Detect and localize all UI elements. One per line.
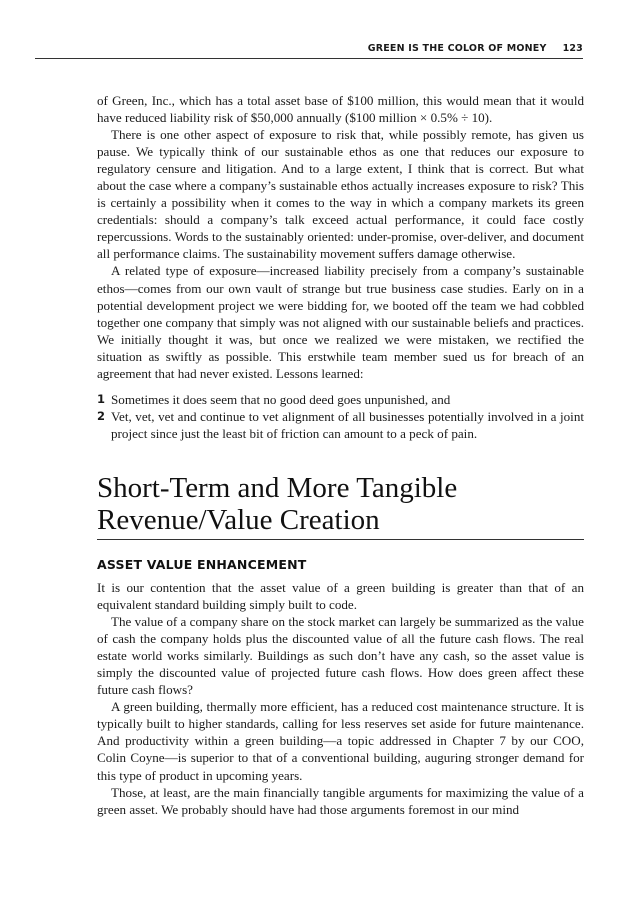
paragraph-share-value: The value of a company share on the stock market can largely be summarized as the value of cash the company holds plus the discounted value of all the future cash flows. The real estate world works similarly. Buildings as such don’t have any cash, so the asset value is simply the discounted value of projected future cash flows. How does green affect these future cash flows? (97, 614, 584, 698)
section-heading (97, 472, 584, 540)
list-item-text: Vet, vet, vet and continue to vet alignment of all businesses potentially involved in a joint project since just the least bit of friction can amount to a peck of pain. (111, 408, 584, 441)
list-item-number: 2 (97, 408, 106, 423)
running-header (35, 40, 583, 59)
paragraph-green-building: A green building, thermally more efficient, has a reduced cost maintenance structure. It is typically built to higher standards, calling for less reserves set aside for future maintenance. And productivity within a green building—a topic addressed in Chapter 7 by our COO, Colin Coyne—is superior to that of a conventional building, auguring stronger demand for this type of product in upcoming years. (97, 699, 584, 783)
section-heading-line1: Short-Term and More Tangible (97, 471, 458, 504)
page-body (97, 92, 584, 818)
paragraph-arguments: Those, at least, are the main financially tangible arguments for maximizing the value of a green asset. We probably should have had those arguments foremost in our mind (97, 784, 584, 817)
paragraph-contention: It is our contention that the asset value of a green building is greater than that of an equivalent standard building simply built to code. (97, 579, 584, 613)
list-item (97, 391, 584, 408)
section-heading-line2: Revenue/Value Creation (97, 503, 380, 536)
paragraph-related-exposure: A related type of exposure—increased liability precisely from a company’s sustainable ethos—comes from our own vault of strange but true business case studies. Early on in a potential development project we were bidding for, we booted off the team we had cobbled together one company that simply was not aligned with our sustainable beliefs and practices. We initially thought it was, but once we realized we were mistaken, we rectified the situation as swiftly as possible. This erstwhile team member sued us for breach of an agreement that had never existed. Lessons learned: (97, 263, 584, 381)
lessons-list (97, 391, 584, 442)
paragraph-exposure-risk: There is one other aspect of exposure to risk that, while possibly remote, has given us pause. We typically think of our sustainable ethos as one that reduces our exposure to regulatory censure and litigation. And to a large extent, I think that is correct. But what about the case where a company’s sustainable ethos actually increases exposure to risk? This is certainly a possibility when it comes to the way in which a company markets its green credentials: should a company’s talk exceed actual performance, it could face costly repercussions. Words to the sustainably oriented: under-promise, over-deliver, and document all performance claims. The sustainability movement suffers damage otherwise. (97, 127, 584, 262)
list-item-text: Sometimes it does seem that no good deed goes unpunished, and (111, 391, 451, 407)
list-item-number: 1 (97, 391, 106, 406)
page-number: 123 (562, 43, 583, 54)
list-item (97, 408, 584, 442)
subsection-heading: ASSET VALUE ENHANCEMENT (97, 556, 307, 572)
paragraph-continuation: of Green, Inc., which has a total asset base of $100 million, this would mean that it would have reduced liability risk of $50,000 annually ($100 million × 0.5% ÷ 10). (97, 93, 584, 126)
running-title: GREEN IS THE COLOR OF MONEY (367, 43, 547, 54)
